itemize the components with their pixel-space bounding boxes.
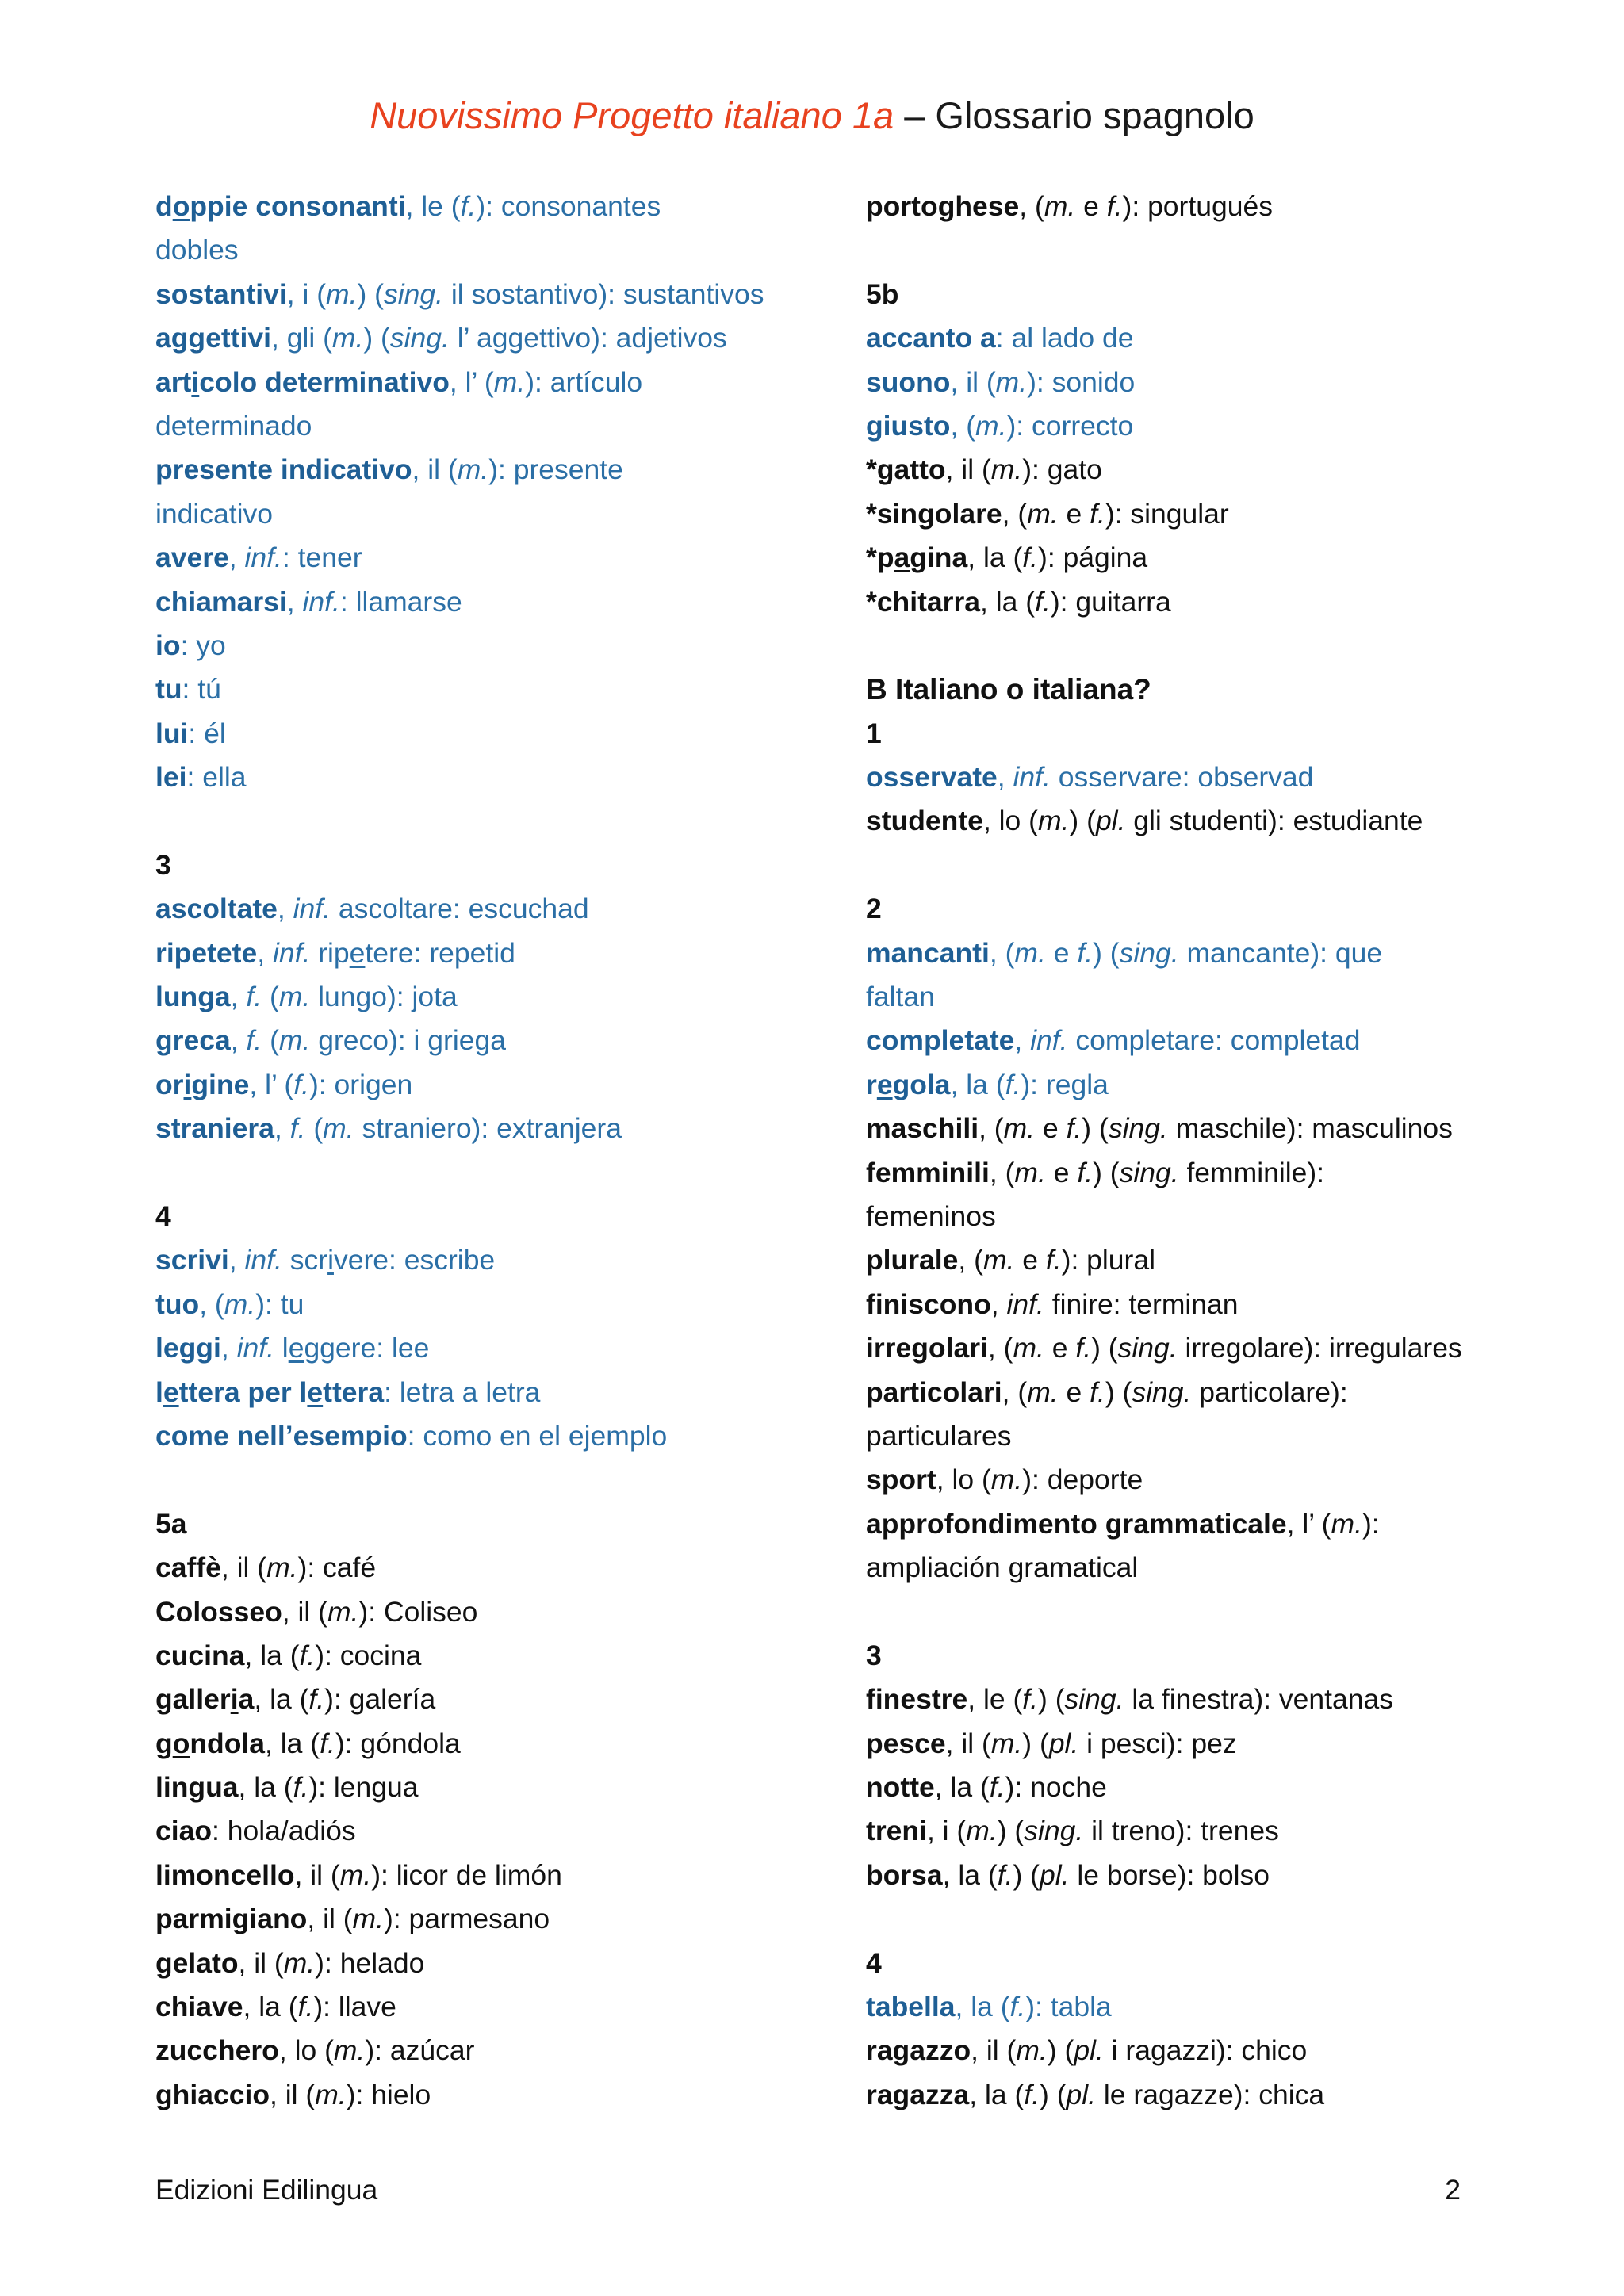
glossary-entry: sostantivi, i (m.) (sing. il sostantivo): sustantivos bbox=[155, 277, 764, 310]
section-number: 1 bbox=[866, 717, 882, 749]
blank-line bbox=[866, 624, 1500, 668]
glossary-entry: tuo, (m.): tu bbox=[155, 1288, 304, 1320]
glossary-entry: *pagina, la (f.): página bbox=[866, 541, 1148, 574]
glossary-entry: lei: ella bbox=[155, 761, 247, 794]
glossary-entry: ascoltate, inf. ascoltare: escuchad bbox=[155, 893, 589, 925]
glossary-entry: ripetete, inf. ripetere: repetid bbox=[155, 936, 515, 969]
glossary-entry-continuation: ampliación gramatical bbox=[866, 1552, 1139, 1584]
glossary-entry: notte, la (f.): noche bbox=[866, 1771, 1107, 1804]
glossary-entry: *gatto, il (m.): gato bbox=[866, 453, 1102, 486]
glossary-entry: pesce, il (m.) (pl. i pesci): pez bbox=[866, 1727, 1237, 1759]
section-number: 5a bbox=[155, 1507, 187, 1540]
glossary-entry: galleria, la (f.): galería bbox=[155, 1683, 436, 1716]
glossary-entry: chiamarsi, inf.: llamarse bbox=[155, 585, 462, 618]
glossary-entry-continuation: dobles bbox=[155, 234, 239, 266]
glossary-entry: Colosseo, il (m.): Coliseo bbox=[155, 1595, 478, 1628]
glossary-entry: femminili, (m. e f.) (sing. femminile): bbox=[866, 1156, 1325, 1188]
blank-line bbox=[155, 799, 790, 843]
glossary-entry: ghiaccio, il (m.): hielo bbox=[155, 2078, 431, 2110]
section-number: 5b bbox=[866, 277, 899, 310]
section-heading: B Italiano o italiana? bbox=[866, 673, 1151, 706]
glossary-entry: *chitarra, la (f.): guitarra bbox=[866, 585, 1171, 618]
glossary-entry: osservate, inf. osservare: observad bbox=[866, 761, 1314, 794]
page-header bbox=[0, 94, 1624, 137]
glossary-entry-continuation: femeninos bbox=[866, 1200, 996, 1232]
glossary-entry: finestre, le (f.) (sing. la finestra): ventanas bbox=[866, 1683, 1393, 1716]
glossary-entry-continuation: indicativo bbox=[155, 497, 273, 530]
glossary-entry: ragazza, la (f.) (pl. le ragazze): chica bbox=[866, 2078, 1325, 2110]
glossary-entry: treni, i (m.) (sing. il treno): trenes bbox=[866, 1815, 1279, 1847]
glossary-entry-continuation: determinado bbox=[155, 409, 312, 442]
page-number: 2 bbox=[1445, 2174, 1461, 2206]
glossary-entry: ragazzo, il (m.) (pl. i ragazzi): chico bbox=[866, 2034, 1308, 2067]
section-number: 2 bbox=[866, 893, 882, 925]
blank-line bbox=[866, 844, 1500, 887]
blank-line bbox=[155, 1458, 790, 1502]
glossary-entry: leggi, inf. leggere: lee bbox=[155, 1332, 430, 1364]
glossary-entry: cucina, la (f.): cocina bbox=[155, 1639, 422, 1671]
glossary-entry: chiave, la (f.): llave bbox=[155, 1991, 396, 2023]
glossary-entry: avere, inf.: tener bbox=[155, 541, 362, 574]
glossary-entry: finiscono, inf. finire: terminan bbox=[866, 1288, 1239, 1320]
glossary-entry: particolari, (m. e f.) (sing. particolare): bbox=[866, 1376, 1348, 1408]
blank-line bbox=[155, 1151, 790, 1195]
glossary-entry: straniera, f. (m. straniero): extranjera bbox=[155, 1112, 622, 1145]
glossary-entry: caffè, il (m.): café bbox=[155, 1552, 377, 1584]
glossary-entry: mancanti, (m. e f.) (sing. mancante): que bbox=[866, 936, 1383, 969]
glossary-entry: irregolari, (m. e f.) (sing. irregolare): irregulares bbox=[866, 1332, 1462, 1364]
glossary-entry: accanto a: al lado de bbox=[866, 322, 1134, 354]
blank-line bbox=[866, 228, 1500, 272]
glossary-entry: completate, inf. completare: completad bbox=[866, 1024, 1361, 1057]
blank-line bbox=[866, 1590, 1500, 1634]
glossary-entry: suono, il (m.): sonido bbox=[866, 365, 1136, 398]
glossary-entry: tu: tú bbox=[155, 673, 221, 706]
glossary-entry: borsa, la (f.) (pl. le borse): bolso bbox=[866, 1858, 1270, 1891]
glossary-column-left bbox=[155, 185, 790, 2117]
glossary-entry: aggettivi, gli (m.) (sing. l’ aggettivo): adjetivos bbox=[155, 322, 727, 354]
glossary-entry-continuation: faltan bbox=[866, 981, 935, 1013]
header-subtitle: – Glossario spagnolo bbox=[894, 94, 1254, 136]
glossary-entry: come nell’esempio: como en el ejemplo bbox=[155, 1419, 668, 1452]
glossary-entry: portoghese, (m. e f.): portugués bbox=[866, 190, 1273, 222]
glossary-column-right bbox=[866, 185, 1500, 2117]
glossary-entry: studente, lo (m.) (pl. gli studenti): estudiante bbox=[866, 805, 1423, 837]
glossary-entry: giusto, (m.): correcto bbox=[866, 409, 1134, 442]
glossary-entry: tabella, la (f.): tabla bbox=[866, 1991, 1112, 2023]
blank-line bbox=[866, 1897, 1500, 1941]
glossary-entry: limoncello, il (m.): licor de limón bbox=[155, 1858, 562, 1891]
glossary-entry: origine, l’ (f.): origen bbox=[155, 1068, 413, 1100]
glossary-entry: *singolare, (m. e f.): singular bbox=[866, 497, 1229, 530]
glossary-entry: maschili, (m. e f.) (sing. maschile): masculinos bbox=[866, 1112, 1453, 1145]
glossary-entry-continuation: particulares bbox=[866, 1419, 1012, 1452]
glossary-entry: gelato, il (m.): helado bbox=[155, 1946, 425, 1979]
glossary-entry: sport, lo (m.): deporte bbox=[866, 1464, 1143, 1496]
glossary-entry: gondola, la (f.): góndola bbox=[155, 1727, 461, 1759]
section-number: 4 bbox=[866, 1946, 882, 1979]
glossary-entry: greca, f. (m. greco): i griega bbox=[155, 1024, 506, 1057]
glossary-entry: doppie consonanti, le (f.): consonantes bbox=[155, 190, 661, 222]
glossary-entry: approfondimento grammaticale, l’ (m.): bbox=[866, 1507, 1380, 1540]
footer-publisher: Edizioni Edilingua bbox=[155, 2174, 378, 2206]
glossary-entry: io: yo bbox=[155, 629, 226, 661]
glossary-entry: zucchero, lo (m.): azúcar bbox=[155, 2034, 475, 2067]
glossary-entry: lingua, la (f.): lengua bbox=[155, 1771, 419, 1804]
glossary-entry: plurale, (m. e f.): plural bbox=[866, 1244, 1155, 1276]
glossary-entry: lui: él bbox=[155, 717, 226, 749]
glossary-entry: regola, la (f.): regla bbox=[866, 1068, 1109, 1100]
glossary-entry: scrivi, inf. scrivere: escribe bbox=[155, 1244, 496, 1276]
section-number: 4 bbox=[155, 1200, 171, 1232]
section-number: 3 bbox=[155, 848, 171, 881]
glossary-entry: articolo determinativo, l’ (m.): artículo bbox=[155, 365, 643, 398]
glossary-entry: ciao: hola/adiós bbox=[155, 1815, 356, 1847]
glossary-entry: lunga, f. (m. lungo): jota bbox=[155, 981, 458, 1013]
glossary-entry: presente indicativo, il (m.): presente bbox=[155, 453, 623, 486]
book-title: Nuovissimo Progetto italiano 1a bbox=[370, 94, 894, 136]
glossary-entry: lettera per lettera: letra a letra bbox=[155, 1376, 541, 1408]
glossary-entry: parmigiano, il (m.): parmesano bbox=[155, 1903, 550, 1935]
section-number: 3 bbox=[866, 1639, 882, 1671]
